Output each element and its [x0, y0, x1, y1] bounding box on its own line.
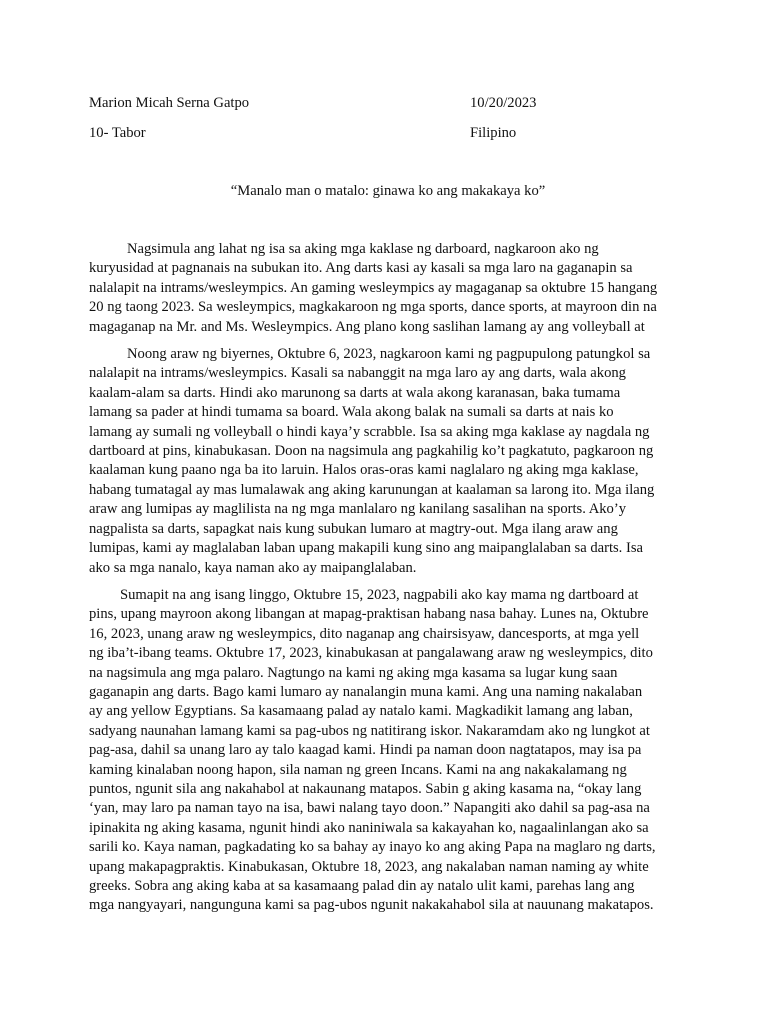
paragraph-line: puntos, ngunit sila ang nakahabol at nakaunang matapos. Sabin g aking kasama na, “okay lang: [89, 780, 642, 797]
paragraph-line: Sumapit na ang isang linggo, Oktubre 15, 2023, nagpabili ako kay mama ng dartboard at: [120, 586, 639, 603]
paragraph-line: ipinakita ng aking kasama, ngunit hindi ako naniniwala sa kakayahan ko, nagaalinlangan ako sa: [89, 819, 649, 836]
paragraph-line: greeks. Sobra ang aking kaba at sa kasamaang palad din ay natalo ulit kami, parehas lang ang: [89, 878, 635, 894]
paragraph-line: upang makapagpraktis. Kinabukasan, Oktubre 18, 2023, ang nakalaban naman naming ay white: [89, 858, 649, 875]
subject: Filipino: [470, 125, 517, 141]
paragraph-line: ako sa mga nanalo, kaya naman ako ay maipanglalaban.: [89, 559, 417, 576]
paragraph: [89, 345, 673, 578]
paragraph-line: nagpalista sa darts, sapagkat nais kung subukan lumaro at magtry-out. Mga ilang araw ang: [89, 520, 618, 537]
paragraph-line: pag-asa, dahil sa unang laro ay talo kaagad kami. Hindi pa naman doon nagtatapos, may isa pa: [89, 742, 642, 759]
paragraph-line: Nagsimula ang lahat ng isa sa aking mga kaklase ng darboard, nagkaroon ako ng: [127, 241, 599, 257]
paragraph-line: ‘yan, may laro pa naman tayo na isa, bawi nalang tayo doon.” Napangiti ako dahil sa pag-asa na: [89, 800, 650, 817]
paragraph-line: nalalapit na intrams/wesleympics. An gaming wesleympics ay magaganap sa oktubre 15 hangang: [89, 279, 658, 296]
paragraph-line: ng iba’t-ibang teams. Oktubre 17, 2023, kinabukasan at pangalawang araw ng wesleympics, dito: [89, 645, 653, 662]
paragraph-line: araw ang lumipas ay maglilista na ng mga manlalaro ng kanilang sasalihan na sports. Ako’y: [89, 501, 626, 518]
paragraph-line: mga nangyayari, nangunguna kami sa pag-ubos ngunit nakakahabol sila at nauunang makatapos.: [89, 897, 654, 914]
paragraph-line: dartboard at pins, kinabukasan. Doon na nagsimula ang pagkahilig ko’t pagkatuto, pagkaroon ng: [89, 443, 654, 460]
date: 10/20/2023: [470, 95, 537, 111]
paragraph-line: kuryusidad at pagnanais na subukan ito. Ang darts kasi ay kasali sa mga laro na gaganapin sa: [89, 260, 633, 277]
paragraph-line: gaganapin ang darts. Bago kami lumaro ay nanalangin muna kami. Ang una naming nakalaban: [89, 683, 643, 700]
author-name: Marion Micah Serna Gatpo: [89, 95, 250, 111]
essay-title: “Manalo man o matalo: ginawa ko ang makakaya ko”: [230, 183, 546, 199]
paragraph-line: sadyang naunahan lamang kami sa pag-ubos ng natitirang iskor. Nakaramdam ako ng lungkot at: [89, 722, 650, 739]
paragraph-line: lamang sa pader at hindi tumama sa board. Wala akong balak na sumali sa darts at nais ko: [89, 404, 614, 421]
paragraph-line: lamang ay sumali ng volleyball o hindi kaya’y scrabble. Isa sa aking mga kaklase ay nagdala ng: [89, 423, 650, 440]
paragraph-line: Noong araw ng biyernes, Oktubre 6, 2023, nagkaroon kami ng pagpupulong patungkol sa: [127, 346, 651, 363]
paragraph-line: na nagsimula ang mga palaro. Nagtungo na kami ng aking mga kasama sa lugar kung saan: [89, 664, 618, 681]
paragraph-line: kaalam-alam sa darts. Hindi ako marunong sa darts at wala akong karanasan, baka tumama: [89, 384, 621, 401]
paragraph-line: lumipas, kami ay maglalaban laban upang makapili kung sino ang maipanglalaban sa darts. Isa: [89, 540, 643, 557]
paragraph: [89, 586, 673, 916]
paragraph-line: kaming kinalaban noong hapon, sila naman ng green Incans. Kami na ang nakakalamang ng: [89, 761, 627, 778]
paragraph-line: sarili ko. Kaya naman, pagkadating ko sa bahay ay inayo ko ang aking Papa na maglaro ng darts,: [89, 839, 656, 856]
paragraph-line: ay ang yellow Egyptians. Sa kasamaang palad ay natalo kami. Magkadikit lamang ang laban,: [89, 703, 633, 720]
paragraph-line: kaalaman kung paano nga ba ito laruin. Halos oras-oras kami naglalaro ng aking mga kaklase,: [89, 462, 639, 479]
section: 10- Tabor: [89, 125, 146, 141]
paragraph-line: pins, upang mayroon akong libangan at mapag-praktisan habang nasa bahay. Lunes na, Oktubre: [89, 606, 649, 623]
essay-body: [89, 240, 673, 916]
paragraph-line: 20 ng taong 2023. Sa wesleympics, magkakaroon ng mga sports, dance sports, at mayroon din na: [89, 299, 657, 316]
paragraph-line: 16, 2023, unang araw ng wesleympics, dito naganap ang chairsisyaw, dancesports, at mga yell: [89, 625, 640, 642]
paragraph: [89, 240, 673, 337]
paragraph-line: magaganap na Mr. and Ms. Wesleympics. Ang plano kong saslihan lamang ay ang volleyball at: [89, 318, 645, 335]
paragraph-line: habang tumatagal ay mas lumalawak ang aking karunungan at kaalaman sa larong ito. Mga ilang: [89, 481, 655, 498]
paragraph-line: nalalapit na intrams/wesleympics. Kasali sa nabanggit na mga laro ay ang darts, wala akong: [89, 365, 626, 382]
